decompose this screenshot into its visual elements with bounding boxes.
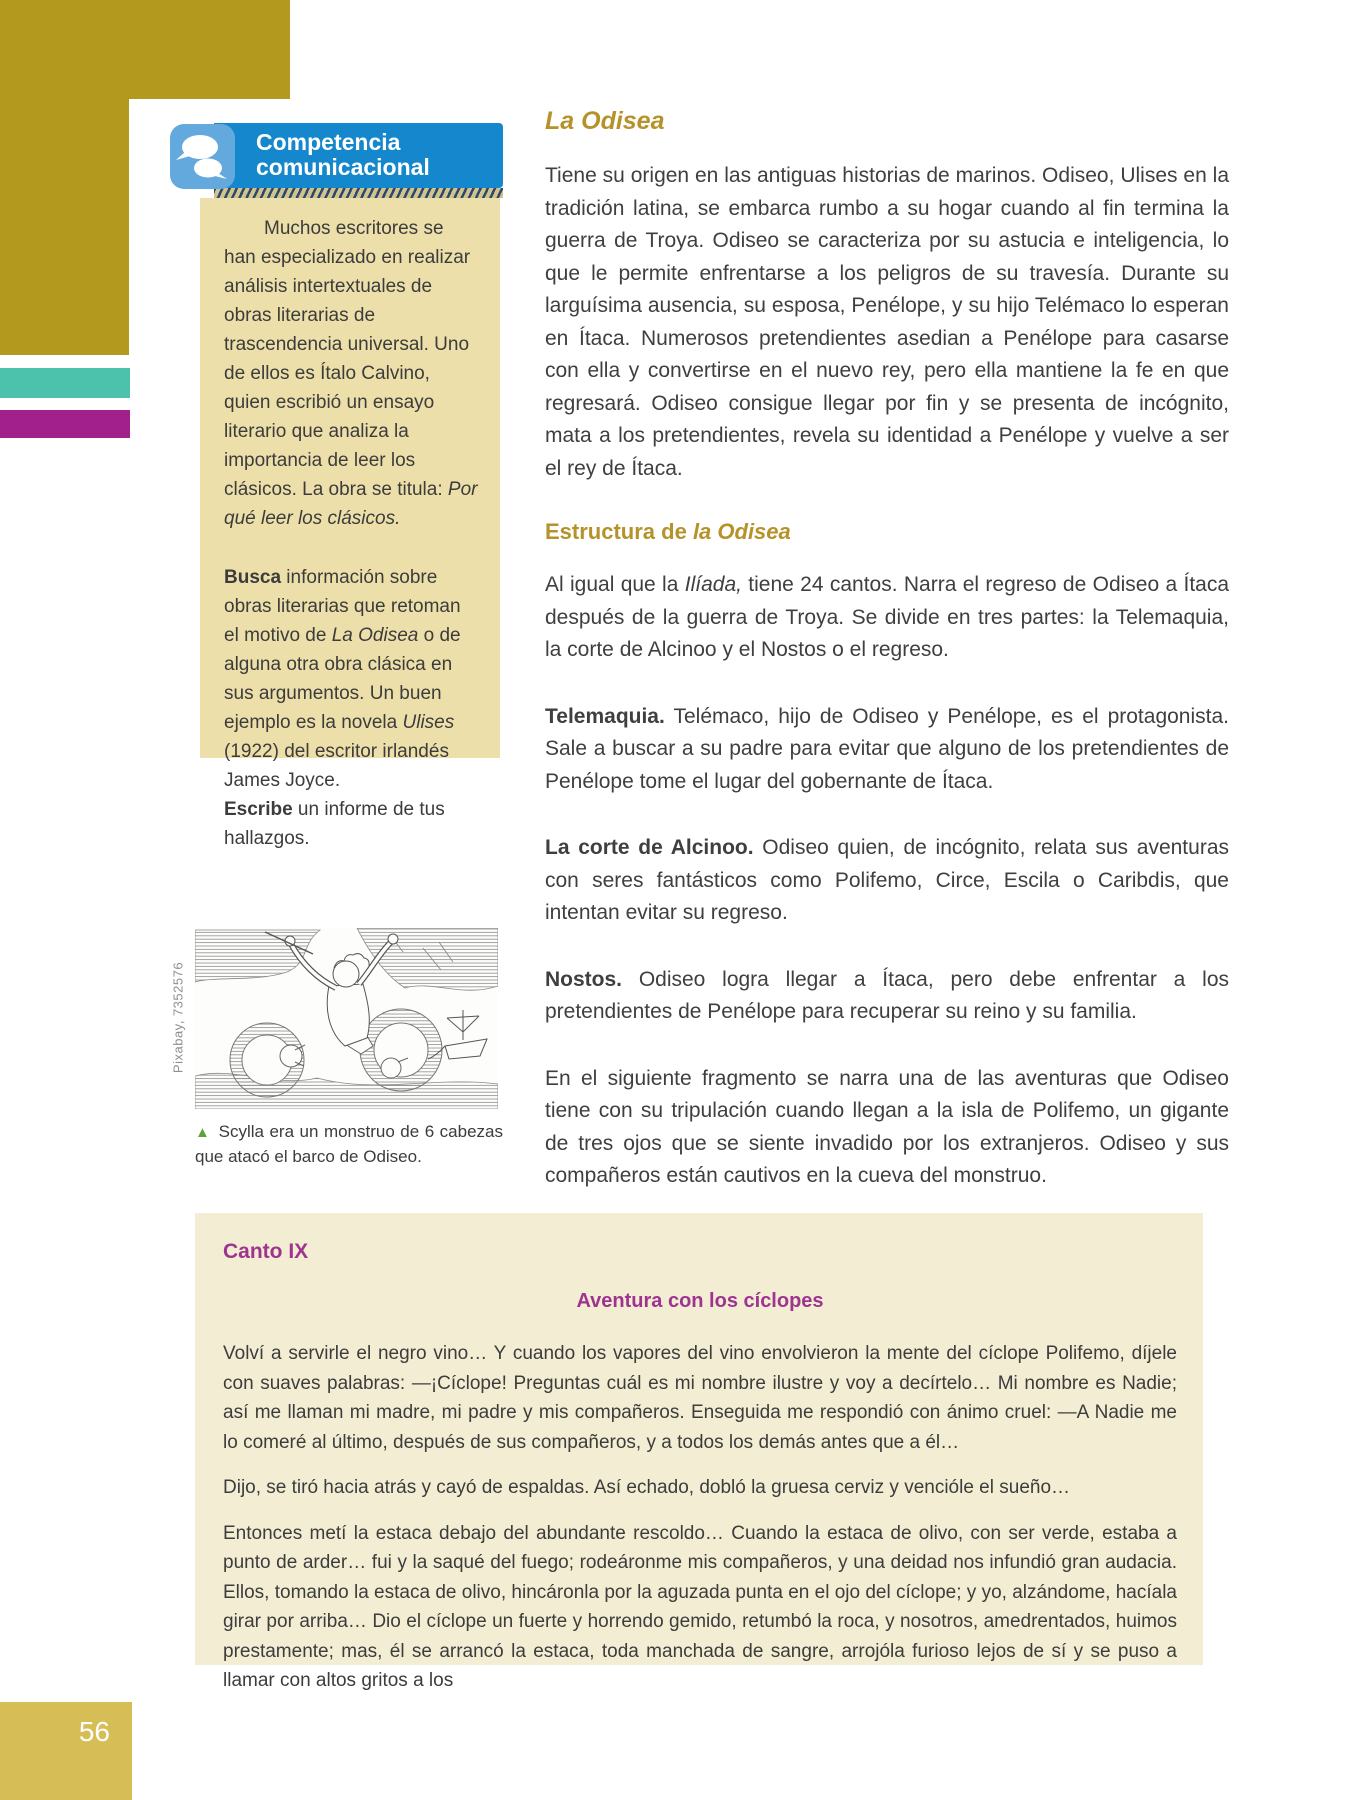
cantos-run2: tiene 24 cantos. Narra el regreso de Odiseo a Ítaca después de la guerra de Troya. Se divide en tres partes: la Telemaquia, la corte de Alcinoo y el Nostos o el regreso. [545,573,1230,661]
telemaquia-run1: Telémaco, hijo de Odiseo y Penélope, es el protagonista. Sale a buscar a su padre para evitar que alguno de los pretendientes de Penélope tome el lugar del gobernante de Ítaca. [545,704,1229,793]
busca-lead: Busca [224,567,282,588]
para-telemaquia [545,701,1229,799]
telemaquia-lead: Telemaquia. [545,704,665,728]
escribe-lead: Escribe [224,799,293,820]
figure-engraving [195,928,498,1109]
canto-para-2: Dijo, se tiró hacia atrás y cayó de espaldas. Así echado, dobló la gruesa cerviz y vencióle el sueño… [223,1477,1071,1498]
corte-alcinoo-run1: Odiseo quien, de incógnito, relata sus aventuras con seres fantásticos como Polifemo, Circe, Escila o Caribdis, que intentan evitar su regreso. [545,836,1229,924]
cantos-italic1: Ilíada, [684,573,742,596]
page-number: 56 [78,1716,110,1747]
sidebar-paragraph-busca [224,563,479,795]
sidebar-paragraph-intro [224,214,479,533]
heading-la-odisea: La Odisea [545,107,665,135]
competencia-header [214,123,503,188]
heading-estructura-italic: la Odisea [692,519,791,544]
canto-para-3: Entonces metí la estaca debajo del abundante rescoldo… Cuando la estaca de olivo, con ser verde, estaba a punto de arder… fui y la saqué del fuego; rodeáronme mis compañeros, y una deidad nos infundió gran audacia. Ellos, tomando la estaca de olivo, hincáronla por la aguzada punta en el ojo del cíclope; y yo, alzándome, hacíala girar por arriba… Dio el cíclope un fuerte y horrendo gemido, retumbó la roca, y nosotros, amedrentados, huimos prestamente; mas, él se arrancó la estaca, toda manchada de sangre, arrojóla furioso lejos de sí y se puso a llamar con altos gritos a los [223,1522,1177,1691]
sidebar-intro-book-title: Por qué leer los clásicos. [224,479,478,529]
competencia-title [256,130,430,180]
sidebar-paragraph-escribe [224,795,479,853]
busca-run3: (1922) del escritor irlandés James Joyce. [224,741,449,791]
busca-run1: información sobre obras literarias que retoman el motivo de [224,567,461,646]
competencia-title-line1: Competencia [256,129,401,155]
figure-caption [195,1120,503,1169]
figure-credit: Pixabay, 7352576 [170,961,186,1074]
para-corte-alcinoo [545,832,1229,930]
canto-title: Canto IX [223,1240,309,1263]
speech-bubbles-icon [170,124,235,189]
heading-estructura [545,519,1229,545]
decor-teal-bar [0,368,130,398]
nostos-lead: Nostos. [545,967,623,991]
decor-gold-left-bar [0,0,129,355]
decor-magenta-bar [0,410,130,438]
heading-estructura-bold: Estructura de [545,519,693,544]
busca-italic2: Ulises [402,712,455,733]
main-column [545,107,1229,1227]
para-cantos [545,569,1229,667]
sidebar-competencia-box [200,198,500,849]
triangle-marker-icon: ▲ [195,1124,211,1141]
page-number-block [0,1702,132,1800]
nostos-run1: Odiseo logra llegar a Ítaca, pero debe enfrentar a los pretendientes de Penélope para recuperar su reino y su familia. [545,967,1229,1023]
para-origen: Tiene su origen en las antiguas historias de marinos. Odiseo, Ulises en la tradición latina, se embarca rumbo a su hogar cuando al fin termina la guerra de Troya. Odiseo se caracteriza por su astucia e inteligencia, lo que le permite enfrentarse a los peligros de su travesía. Durante su larguísima ausencia, su esposa, Penélope, y su hijo Telémaco lo esperan en Ítaca. Numerosos pretendientes asedian a Penélope para casarse con ella y convertirse en el nuevo rey, pero ella mantiene la fe en que regresará. Odiseo consigue llegar por fin y se presenta de incógnito, mata a los pretendientes, revela su identidad a Penélope y vuelve a ser el rey de Ítaca. [545,164,1229,480]
escribe-run1: un informe de tus hallazgos. [224,799,445,849]
engraving-image [195,928,498,1109]
competencia-title-line2: comunicacional [256,154,430,180]
busca-italic1: La Odisea [331,625,419,646]
busca-run2: o de alguna otra obra clásica en sus argumentos. Un buen ejemplo es la novela [224,625,461,733]
para-fragmento-intro: En el siguiente fragmento se narra una de las aventuras que Odiseo tiene con su tripulación cuando llegan a la isla de Polifemo, un gigante de tres ojos que se siente invadido por los extranjeros. Odiseo y sus compañeros están cautivos en la cueva del monstruo. [545,1066,1229,1187]
figure-caption-text: Scylla era un monstruo de 6 cabezas que atacó el barco de Odiseo. [195,1122,503,1166]
hatch-divider [214,188,503,198]
cantos-run1: Al igual que la [545,573,685,596]
sidebar-intro-text: Muchos escritores se han especializado en realizar análisis intertextuales de obras literarias de trascendencia universal. Uno de ellos es Ítalo Calvino, quien escribió un ensayo literario que analiza la importancia de leer los clásicos. La obra se titula: [224,218,471,500]
canto-para-1: Volví a servirle el negro vino… Y cuando los vapores del vino envolvieron la mente del cíclope Polifemo, díjele con suaves palabras: —¡Cíclope! Preguntas cuál es mi nombre ilustre y voy a decírtelo… Mi nombre es Nadie; así me llaman mi madre, mi padre y mis compañeros. Enseguida me respondió con ánimo cruel: —A Nadie me lo comeré al último, después de sus compañeros, y a todos los demás antes que a él… [223,1343,1177,1453]
corte-alcinoo-lead: La corte de Alcinoo. [545,836,754,859]
canto-subtitle: Aventura con los cíclopes [576,1290,824,1312]
canto-box [195,1213,1203,1691]
para-nostos [545,964,1229,1029]
